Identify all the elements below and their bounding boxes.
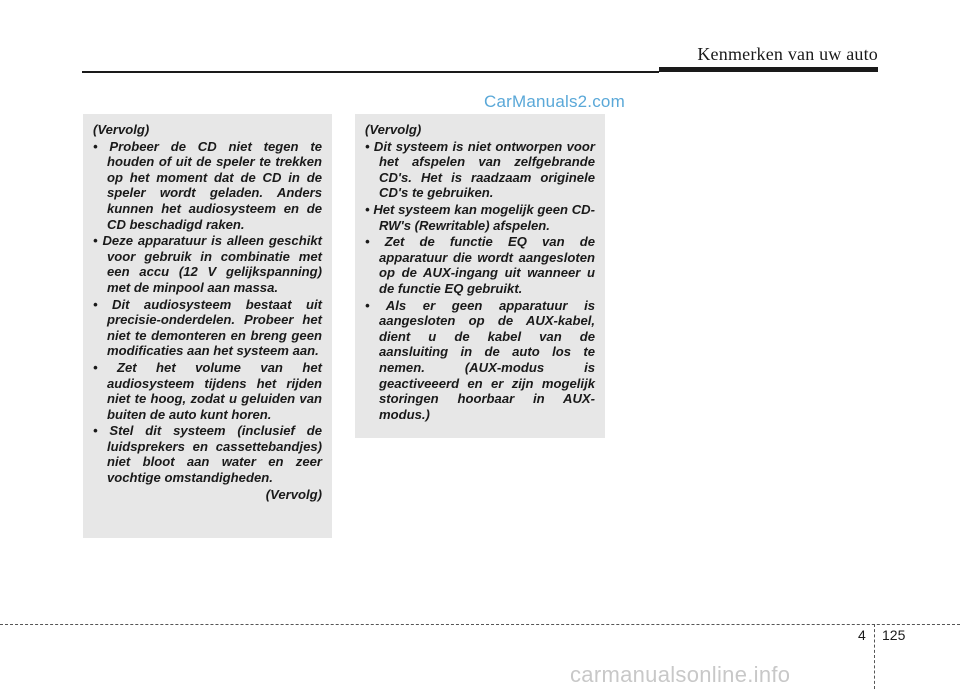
list-item: • Zet het volume van het audiosysteem tijdens het rijden niet te hoog, zodat u geluiden van buiten de auto kunt horen. bbox=[93, 359, 322, 422]
header-title: Kenmerken van uw auto bbox=[697, 44, 878, 64]
left-panel-list bbox=[93, 139, 322, 486]
list-item: • Stel dit systeem (inclusief de luidsprekers en cassettebandjes) niet bloot aan water en zeer vochtige omstandigheden. bbox=[93, 423, 322, 486]
header-rule-thin bbox=[82, 71, 659, 73]
right-panel bbox=[355, 114, 605, 438]
footer-rule bbox=[0, 624, 960, 625]
left-panel-continued-end: (Vervolg) bbox=[265, 486, 322, 502]
list-item: • Deze apparatuur is alleen geschikt voor gebruik in combinatie met een accu (12 V gelijkspanning) met de minpool aan massa. bbox=[93, 233, 322, 295]
list-item: • Het systeem kan mogelijk geen CD-RW's (Rewritable) afspelen. bbox=[365, 201, 595, 233]
watermark-top[interactable]: CarManuals2.com bbox=[484, 92, 625, 111]
list-item: • Dit systeem is niet ontworpen voor het afspelen van zelfgebrande CD's. Het is raadzaam originele CD's te gebruiken. bbox=[365, 138, 595, 201]
left-panel-continued-start: (Vervolg) bbox=[93, 122, 150, 137]
header-rule-thick bbox=[659, 67, 878, 72]
right-panel-list bbox=[365, 139, 595, 423]
page-number: 125 bbox=[882, 627, 906, 643]
left-panel bbox=[83, 114, 332, 538]
list-item: • Zet de functie EQ van de apparatuur die wordt aangesloten op de AUX-ingang uit wanneer u de functie EQ gebruikt. bbox=[365, 234, 595, 296]
page-chapter: 4 bbox=[858, 627, 866, 643]
watermark-bottom[interactable]: carmanualsonline.info bbox=[570, 662, 791, 687]
list-item: • Dit audiosysteem bestaat uit precisie-onderdelen. Probeer het niet te demonteren en breng geen modificaties aan het systeem aan. bbox=[93, 296, 322, 359]
page-divider bbox=[874, 624, 875, 689]
list-item: • Als er geen apparatuur is aangesloten op de AUX-kabel, dient u de kabel van de aansluiting in de auto los te nemen. (AUX-modus is geactiveeerd en er zijn mogelijk storingen hoorbaar in AUX-modus.) bbox=[365, 297, 595, 422]
list-item: • Probeer de CD niet tegen te houden of uit de speler te trekken op het moment dat de CD in de speler wordt geladen. Anders kunnen het audiosysteem en de CD beschadigd raken. bbox=[93, 138, 322, 232]
right-panel-continued-start: (Vervolg) bbox=[365, 122, 422, 137]
